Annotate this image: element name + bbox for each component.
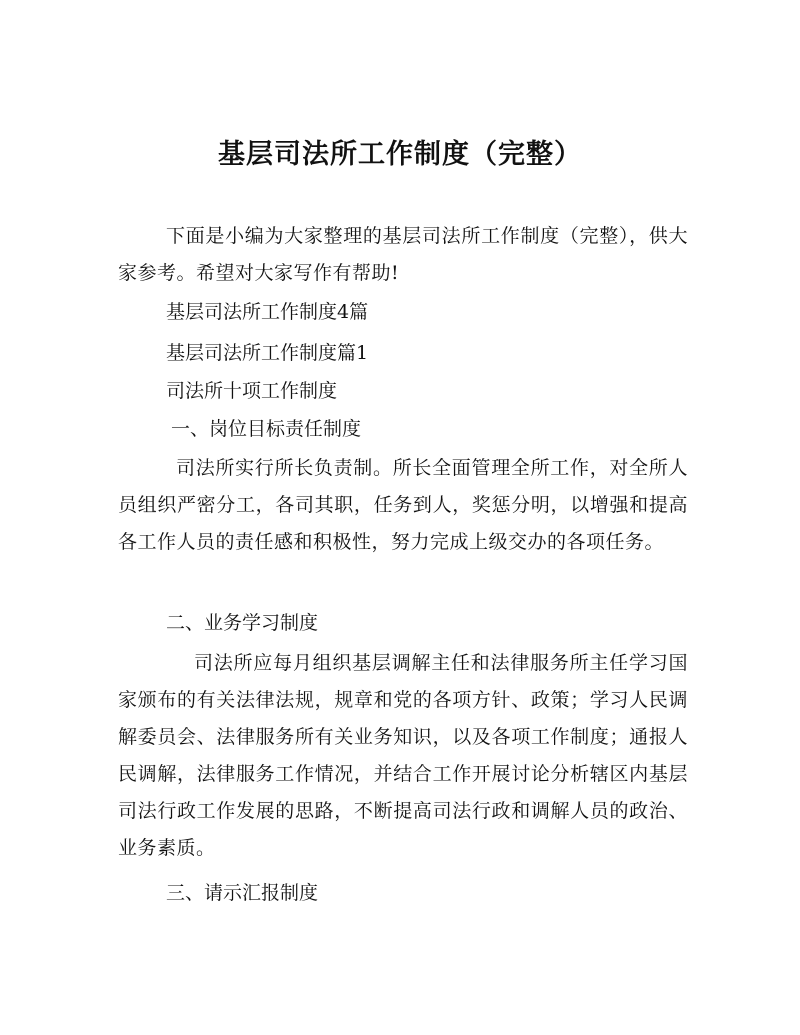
intro-paragraph: 下面是小编为大家整理的基层司法所工作制度（完整），供大家参考。希望对大家写作有帮助! <box>118 225 688 284</box>
item2-body: 司法所应每月组织基层调解主任和法律服务所主任学习国家颁布的有关法律法规，规章和党的各项方针、政策；学习人民调解委员会、法律服务所有关业务知识，以及各项工作制度；通报人民调解，法律服务工作情况，并结合工作开展讨论分析辖区内基层司法行政工作发展的思路，不断提高司法行政和调解人员的政治、业务素质。 <box>118 652 688 859</box>
document-title: 基层司法所工作制度（完整） <box>218 139 582 170</box>
item1-body: 司法所实行所长负责制。所长全面管理全所工作，对全所人员组织严密分工，各司其职，任务到人，奖惩分明，以增强和提高各工作人员的责任感和积极性，努力完成上级交办的各项任务。 <box>118 457 688 553</box>
section-heading: 司法所十项工作制度 <box>166 380 338 402</box>
item1-heading: 一、岗位目标责任制度 <box>171 418 362 440</box>
part-heading: 基层司法所工作制度篇1 <box>166 342 369 364</box>
item3-heading: 三、请示汇报制度 <box>166 882 319 904</box>
item2-heading: 二、业务学习制度 <box>166 612 319 634</box>
toc-line: 基层司法所工作制度4篇 <box>166 301 369 323</box>
